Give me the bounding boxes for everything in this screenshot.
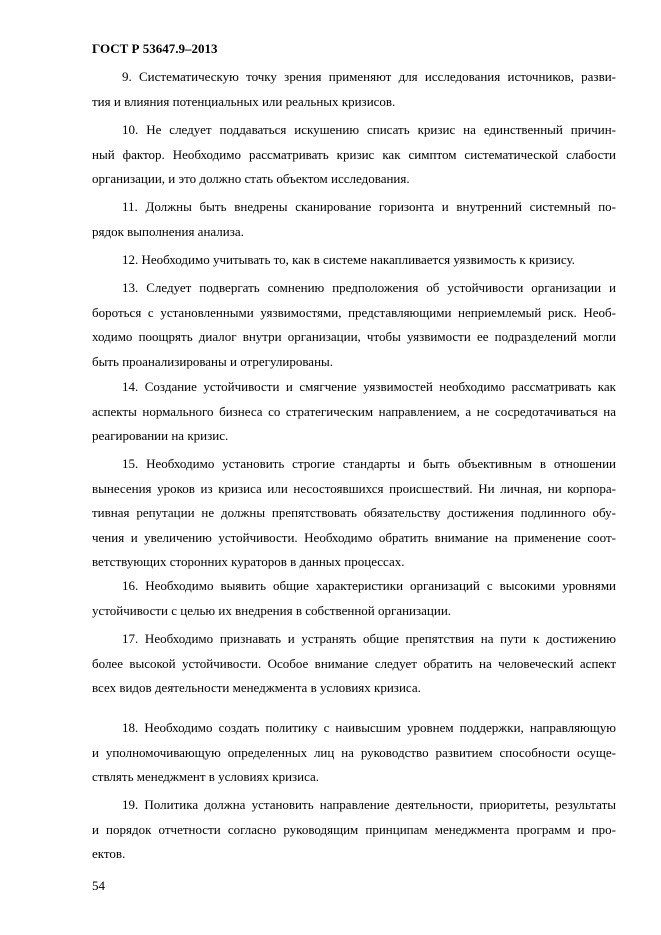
text-line: рядок выполнения анализа.: [92, 223, 244, 239]
text-line: организации, и это должно стать объектом исследования.: [92, 171, 410, 187]
text-line: вынесения уроков из кризиса или несостоявшихся происшествий. Ни личная, ни корпора-: [92, 480, 616, 496]
paragraph-10: [92, 118, 616, 192]
text-line: 19. Политика должна установить направление деятельности, приоритеты, результаты: [122, 797, 616, 812]
text-line: бороться с установленными уязвимостями, представляющими неприемлемый риск. Необ-: [92, 304, 616, 320]
text-line: чения и увеличению устойчивости. Необходимо обратить внимание на применение соот-: [92, 529, 616, 545]
text-line: тия и влияния потенциальных или реальных кризисов.: [92, 93, 396, 109]
page-number: 54: [92, 878, 105, 893]
paragraph-19: [92, 793, 616, 867]
text-line: и порядок отчетности согласно руководящим принципам менеджмента программ и про-: [92, 821, 616, 837]
paragraph-15: [92, 452, 616, 575]
text-line: 14. Создание устойчивости и смягчение уязвимостей необходимо рассматривать как: [122, 379, 616, 394]
text-line: всех видов деятельности менеджмента в условиях кризиса.: [92, 680, 421, 696]
text-line: и уполномочивающую определенных лиц на руководство развитием способности осуще-: [92, 744, 616, 760]
paragraph-14: [92, 375, 616, 449]
text-line: ный фактор. Необходимо рассматривать кризис как симптом систематической слабости: [92, 146, 616, 162]
text-line: ствлять менеджмент в условиях кризиса.: [92, 769, 320, 785]
document-header: ГОСТ Р 53647.9–2013: [92, 41, 218, 56]
text-line: 15. Необходимо установить строгие стандарты и быть объективным в отношении: [122, 456, 616, 471]
paragraph-11: [92, 195, 616, 244]
text-line: 10. Не следует поддаваться искушению списать кризис на единственный причин-: [122, 122, 616, 137]
paragraph-18: [92, 716, 616, 790]
text-line: аспекты нормального бизнеса со стратегическим направлением, а не сосредотачиваться на: [92, 403, 616, 419]
paragraph-17: [92, 627, 616, 701]
text-line: 17. Необходимо признавать и устранять общие препятствия на пути к достижению: [122, 631, 616, 646]
text-line: 9. Систематическую точку зрения применяют для исследования источников, разви-: [122, 69, 616, 84]
text-line: ходимо поощрять диалог внутри организации, чтобы уязвимости ее подразделений могли: [92, 329, 616, 345]
text-line: тивная репутации не должны препятствовать обязательству достижения подлинного обу-: [92, 505, 616, 521]
text-line: 16. Необходимо выявить общие характеристики организаций с высокими уровнями: [122, 578, 616, 593]
paragraph-13: [92, 276, 616, 374]
text-line: 13. Следует подвергать сомнению предположения об устойчивости организации и: [122, 280, 616, 295]
text-line: 11. Должны быть внедрены сканирование горизонта и внутренний системный по-: [122, 199, 616, 214]
paragraph-16: [92, 574, 616, 623]
text-line: ектов.: [92, 846, 126, 862]
text-line: 18. Необходимо создать политику с наивысшим уровнем поддержки, направляющую: [122, 720, 616, 735]
text-line: быть проанализированы и отрегулированы.: [92, 353, 334, 369]
text-line: устойчивости с целью их внедрения в собственной организации.: [92, 602, 452, 618]
text-line: более высокой устойчивости. Особое внимание следует обратить на человеческий аспект: [92, 655, 616, 671]
text-line: 12. Необходимо учитывать то, как в системе накапливается уязвимость к кризису.: [122, 252, 575, 267]
paragraph-12: [92, 248, 616, 273]
text-line: реагировании на кризис.: [92, 428, 229, 444]
paragraph-9: [92, 65, 616, 114]
text-line: ветствующих сторонних кураторов в данных процессах.: [92, 554, 405, 570]
